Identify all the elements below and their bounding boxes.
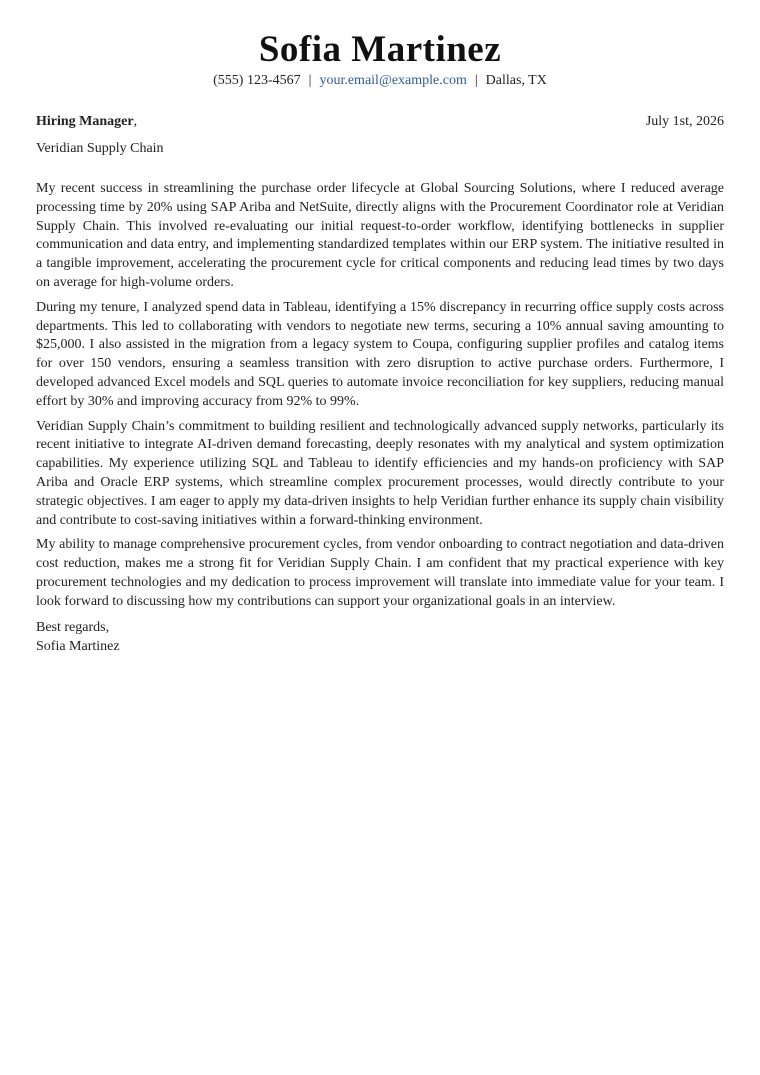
contact-separator: |: [474, 73, 478, 88]
body-paragraph: My recent success in streamlining the purchase order lifecycle at Global Sourcing Solutions, where I reduced average processing time by 20% using SAP Ariba and NetSuite, directly aligns with the Procurement Coordinator role at Veridian Supply Chain. This involved re-evaluating our initial request-to-order workflow, identifying bottlenecks in supplier communication and data entry, and implementing standardized templates within our ERP system. The initiative resulted in a tangible improvement, accelerating the procurement cycle for critical components and reducing lead times by two days on average for high-volume orders.: [36, 181, 724, 290]
recipient: [36, 114, 137, 130]
body-paragraph: Veridian Supply Chain’s commitment to building resilient and technologically advanced supply networks, particularly its recent initiative to integrate AI-driven demand forecasting, deeply resonates with my analytical and system optimization capabilities. My experience utilizing SQL and Tableau to identify efficiencies and my hands-on proficiency with SAP Ariba and Oracle ERP systems, which streamline complex procurement processes, would directly contribute to your strategic objectives. I am eager to apply my data-driven insights to help Veridian further enhance its supply chain visibility and contribute to cost-saving initiatives within a forward-thinking environment.: [36, 418, 724, 528]
signature-name: Sofia Martinez: [36, 638, 120, 654]
contact-line: [0, 73, 760, 89]
contact-separator: |: [308, 73, 312, 88]
closing-salutation: Best regards,: [36, 619, 110, 635]
body-paragraph: During my tenure, I analyzed spend data in Tableau, identifying a 15% discrepancy in recurring office supply costs across departments. This led to collaborating with vendors to negotiate new terms, securing a 10% annual saving amounting to $25,000. I also assisted in the migration from a legacy system to Coupa, configuring supplier profiles and catalog items for over 150 vendors, ensuring a seamless transition with zero disruption to active purchase orders. Furthermore, I developed advanced Excel models and SQL queries to automate invoice reconciliation for key suppliers, reducing manual effort by 30% and improving accuracy from 92% to 99%.: [36, 299, 724, 409]
location: Dallas, TX: [485, 73, 547, 88]
letter-date: July 1st, 2026: [645, 114, 724, 129]
recipient-date-row: [36, 114, 724, 130]
letter-body: [36, 180, 724, 656]
recipient-company: Veridian Supply Chain: [36, 141, 164, 156]
applicant-name: Sofia Martinez: [258, 29, 502, 70]
email-link[interactable]: your.email@example.com: [319, 73, 467, 88]
body-paragraph: My ability to manage comprehensive procurement cycles, from vendor onboarding to contract negotiation and data-driven cost reduction, makes me a strong fit for Veridian Supply Chain. I am confident that my practical experience with key procurement technologies and my dedication to process improvement will translate into immediate value for your team. I look forward to discussing how my contributions can support your organizational goals in an interview.: [36, 537, 724, 609]
recipient-name: Hiring Manager: [36, 114, 134, 129]
closing-block: [36, 618, 724, 656]
phone-number: (555) 123-4567: [213, 73, 301, 88]
recipient-punctuation: ,: [133, 114, 138, 129]
